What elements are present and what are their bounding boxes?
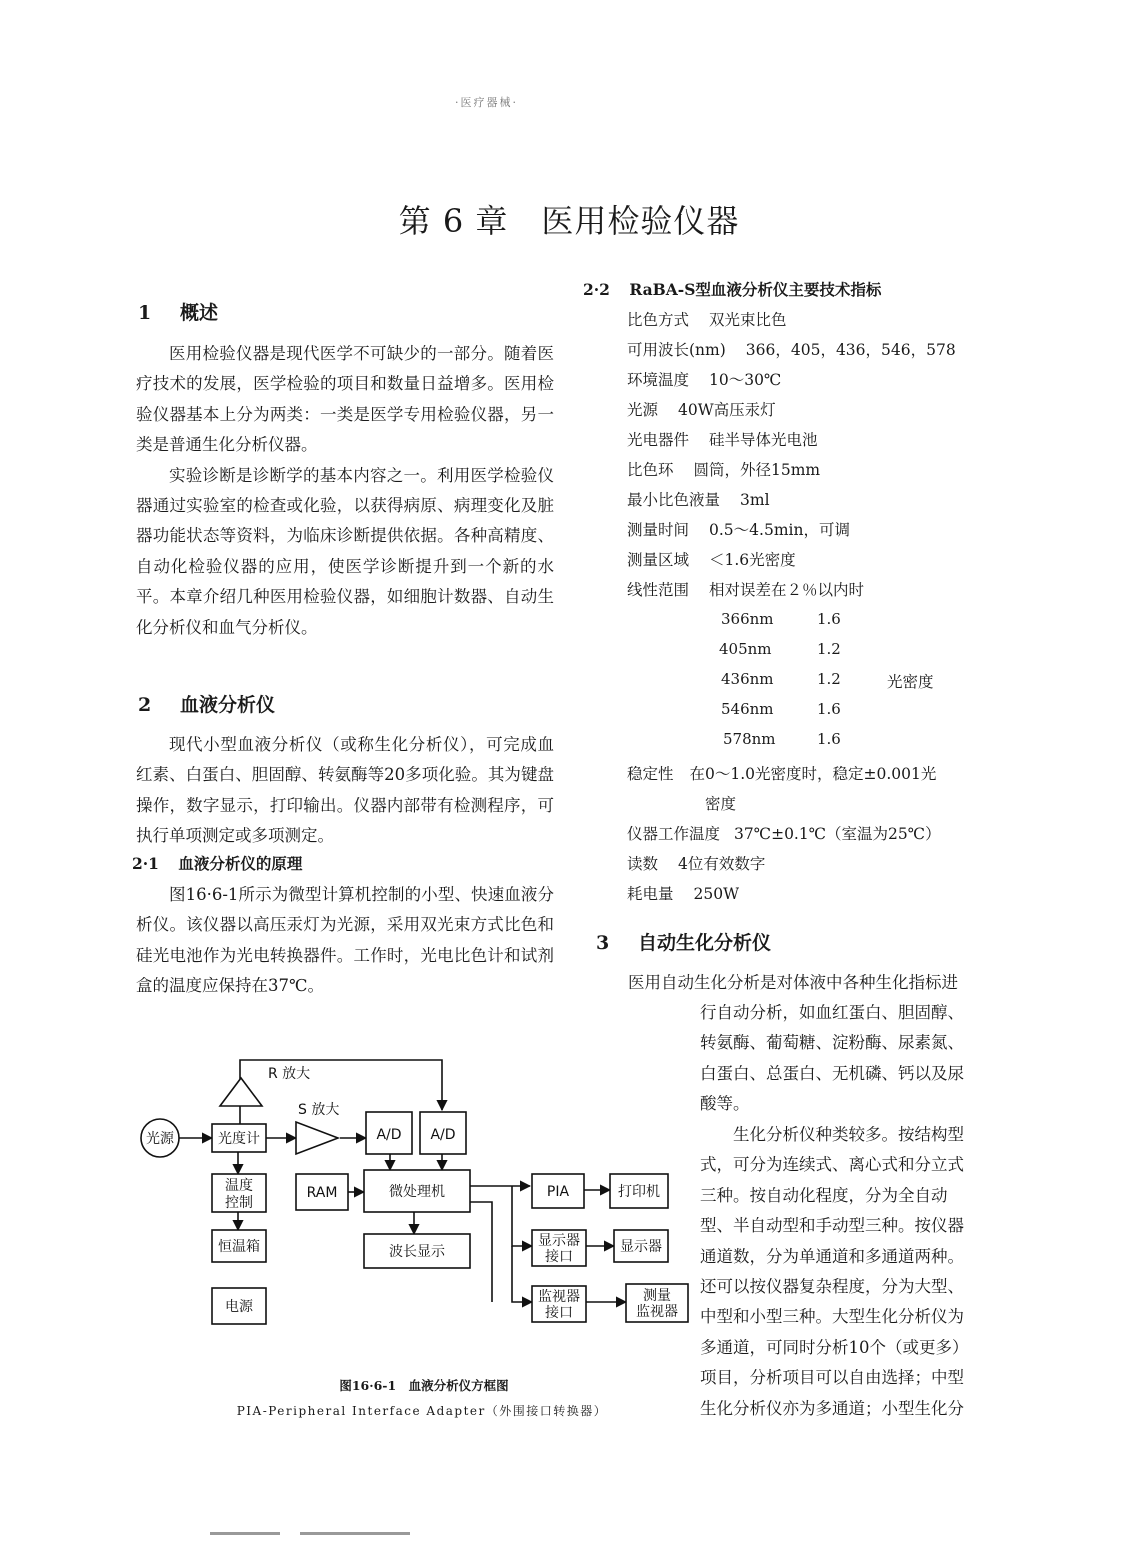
linear-value: 1.2	[817, 670, 841, 688]
display-label: 显示器	[620, 1239, 662, 1255]
display-if-label-2: 接口	[545, 1249, 573, 1265]
spec-row: 比色方式 双光束比色	[627, 311, 787, 329]
spec-row: 测量时间 0.5～4.5min，可调	[627, 521, 850, 539]
section-1-title: 概述	[180, 302, 219, 324]
section-3-body-b	[700, 1120, 1020, 1424]
section-2-2-title: RaBA-S型血液分析仪主要技术指标	[629, 280, 882, 299]
section-3-line: 多通道，可同时分析10个（或更多）	[700, 1337, 969, 1357]
section-3-line: 行自动分析，如血红蛋白、胆固醇、	[700, 1003, 964, 1022]
thermostat-label: 恒温箱	[218, 1239, 260, 1255]
bus-to-display-if-line	[512, 1186, 532, 1246]
section-3-line: 通道数，分为单通道和多通道两种。	[700, 1246, 964, 1266]
linear-value: 1.6	[817, 730, 841, 748]
section-3-line: 酸等。	[700, 1094, 750, 1114]
linear-value: 1.6	[817, 700, 841, 718]
scan-mark	[300, 1532, 410, 1535]
linear-wl: 436nm	[721, 670, 774, 688]
linear-wl: 405nm	[719, 640, 772, 658]
section-3-title: 自动生化分析仪	[638, 932, 772, 954]
section-2-1-heading	[132, 852, 302, 874]
section-1-number: 1	[138, 302, 152, 324]
spec-row: 耗电量 250W	[627, 885, 740, 903]
section-2-body	[136, 730, 554, 852]
s-amp-triangle	[296, 1122, 338, 1154]
linear-wl: 578nm	[723, 730, 776, 748]
section-3-line: 转氨酶、葡萄糖、淀粉酶、尿素氮、	[700, 1033, 964, 1053]
spec-row: 仪器工作温度 37℃±0.1℃（室温为25℃）	[627, 825, 941, 843]
section-3-line: 型、半自动型和手动型三种。按仪器	[700, 1216, 964, 1236]
pia-label: PIA	[546, 1184, 570, 1200]
section-2-2-heading	[583, 278, 881, 300]
section-2-1-title: 血液分析仪的原理	[178, 854, 303, 873]
spec-row: 线性范围 相对误差在２％以内时	[627, 581, 865, 599]
linear-unit: 光密度	[887, 673, 934, 691]
spec-row: 光源 40W高压汞灯	[627, 401, 776, 419]
section-2-number: 2	[138, 694, 152, 716]
section-2-1-para: 图16·6-1所示为微型计算机控制的小型、快速血液分析仪。该仪器以高压汞灯为光源，采用双光束方式比色和硅光电池作为光电转换器件。工作时，光电比色计和试剂盒的温度应保持在37℃。	[136, 885, 554, 996]
spec-list	[627, 308, 1027, 908]
spec-row: 可用波长(nm) 366，405，436，546，578	[627, 341, 956, 359]
photometer-label: 光度计	[218, 1131, 260, 1147]
section-1-para-2: 实验诊断是诊断学的基本内容之一。利用医学检验仪器通过实验室的检查或化验，以获得病原、病理变化及脏器功能状态等资料，为临床诊断提供依据。各种高精度、自动化检验仪器的应用，使医学诊断提升到一个新的水平。本章介绍几种医用检验仪器，如细胞计数器、自动生化分析仪和血气分析仪。	[136, 465, 554, 637]
section-2-para: 现代小型血液分析仪（或称生化分析仪），可完成血红素、白蛋白、胆固醇、转氨酶等20多项化验。其为键盘操作，数字显示，打印输出。仪器内部带有检测程序，可执行单项测定或多项测定。	[136, 735, 554, 846]
microprocessor-label: 微处理机	[389, 1184, 445, 1200]
section-3-first-line: 医用自动生化分析是对体液中各种生化指标进	[628, 973, 958, 992]
ram-label: RAM	[306, 1185, 338, 1201]
section-3-line: 还可以按仪器复杂程度，分为大型、	[700, 1277, 964, 1297]
s-amp-label: S 放大	[298, 1102, 340, 1118]
temp-ctrl-label-2: 控制	[225, 1195, 253, 1211]
section-3-line: 白蛋白、总蛋白、无机磷、钙以及尿	[700, 1063, 964, 1083]
printer-label: 打印机	[618, 1184, 660, 1200]
scan-mark	[210, 1532, 280, 1535]
spec-row: 光电器件 硅半导体光电池	[627, 431, 818, 449]
section-1-body	[136, 339, 554, 643]
section-1-para-1: 医用检验仪器是现代医学不可缺少的一部分。随着医疗技术的发展，医学检验的项目和数量日益增多。医用检验仪器基本上分为两类：一类是医学专用检验仪器，另一类是普通生化分析仪器。	[136, 344, 554, 455]
spec-row-stability: 稳定性 在0～1.0光密度时，稳定±0.001光	[627, 765, 937, 783]
micro-to-bus-line	[470, 1202, 492, 1302]
spec-row: 测量区域 ＜1.6光密度	[627, 551, 796, 569]
wavelength-display-label: 波长显示	[389, 1244, 445, 1260]
header-mark: ·医疗器械·	[455, 96, 518, 109]
section-3-line: 中型和小型三种。大型生化分析仪为	[700, 1307, 964, 1327]
section-3-line: 式，可分为连续式、离心式和分立式	[700, 1155, 964, 1175]
ad1-label: A/D	[376, 1127, 402, 1143]
section-2-2-number: 2·2	[583, 280, 610, 299]
section-3-line: 项目，分析项目可以自由选择；中型	[700, 1368, 964, 1388]
section-1-heading	[138, 298, 218, 325]
monitor-if-label-2: 接口	[545, 1305, 573, 1321]
linear-wl: 366nm	[721, 610, 774, 628]
spec-row: 比色环 圆筒，外径15mm	[627, 461, 821, 479]
temp-ctrl-label-1: 温度	[225, 1178, 253, 1194]
linear-value: 1.6	[817, 610, 841, 628]
linear-wl: 546nm	[721, 700, 774, 718]
spec-row: 最小比色液量 3ml	[627, 491, 770, 509]
figure-caption: 图16·6-1 血液分析仪方框图	[339, 1378, 509, 1393]
section-3-heading	[596, 928, 771, 955]
section-3-line: 三种。按自动化程度，分为全自动	[700, 1185, 948, 1205]
light-source-label: 光源	[146, 1131, 174, 1147]
block-diagram	[130, 1052, 700, 1337]
section-2-title: 血液分析仪	[180, 694, 276, 716]
spec-row-stability-cont: 密度	[705, 795, 737, 813]
spec-row: 读数 4位有效数字	[627, 855, 766, 873]
figure-caption-note: PIA-Peripheral Interface Adapter（外围接口转换器）	[236, 1404, 608, 1418]
chapter-title: 第 6 章 医用检验仪器	[398, 202, 740, 240]
bus-to-monitor-if-line	[512, 1246, 532, 1302]
section-3-line: 生化分析仪种类较多。按结构型	[733, 1125, 964, 1144]
power-label: 电源	[225, 1299, 253, 1315]
measure-monitor-label-2: 监视器	[636, 1304, 678, 1320]
section-2-heading	[138, 690, 275, 717]
spec-row: 环境温度 10～30℃	[627, 371, 782, 389]
measure-monitor-label-1: 测量	[643, 1288, 671, 1304]
section-3-number: 3	[596, 932, 610, 954]
section-2-1-body	[136, 880, 554, 1002]
linear-value: 1.2	[817, 640, 841, 658]
r-amp-label: R 放大	[268, 1066, 311, 1082]
r-amp-triangle	[220, 1078, 262, 1106]
section-2-1-number: 2·1	[132, 854, 159, 873]
ad2-label: A/D	[430, 1127, 456, 1143]
monitor-if-label-1: 监视器	[538, 1289, 580, 1305]
section-3-body-a	[700, 998, 1020, 1120]
section-3-line: 生化分析仪亦为多通道；小型生化分	[700, 1398, 964, 1418]
display-if-label-1: 显示器	[538, 1233, 580, 1249]
